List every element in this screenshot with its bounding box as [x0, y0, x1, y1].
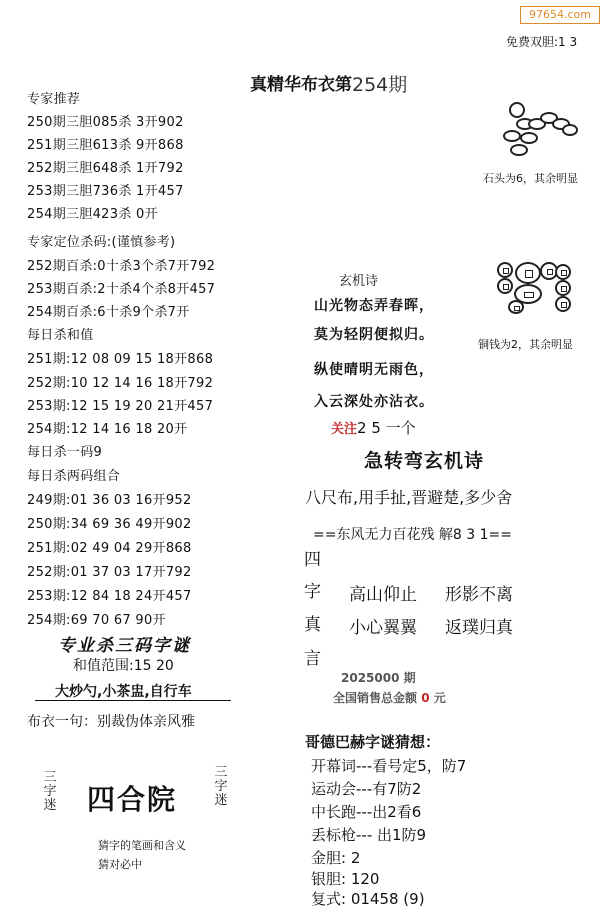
twist-title: 急转弯玄机诗	[364, 450, 485, 472]
riddle-tag-right: 三字迷	[214, 765, 228, 808]
poem-line: 莫为轻阴便拟归。	[314, 327, 434, 343]
list-item: 252期百杀:0十杀3个杀7开792	[27, 259, 216, 274]
goldbach-title: 哥德巴赫字谜猜想：	[305, 733, 441, 751]
stones-caption: 石头为6，其余明显	[483, 172, 578, 185]
list-item: 253期百杀:2十杀4个杀8开457	[27, 282, 216, 297]
riddle3-items: 大炒勺,小茶盅,自行车	[55, 684, 192, 700]
list-item: 丢标枪--- 出1防9	[311, 826, 427, 844]
poem-line: 山光物态弄春晖，	[314, 298, 434, 314]
list-item: 254期:69 70 67 90开	[27, 613, 166, 628]
list-item: 运动会---有7防2	[311, 780, 422, 798]
list-item: 开幕词---看号定5，防7	[311, 757, 467, 775]
list-item: 254期百杀:6十杀9个杀7开	[27, 305, 190, 320]
stone-icon	[509, 102, 525, 118]
daily-two-title: 每日杀两码组合	[27, 469, 121, 484]
list-item: 251期:12 08 09 15 18开868	[27, 352, 214, 367]
list-item: 250期三胆085杀 3开902	[27, 115, 184, 130]
list-item: 254期:12 14 16 18 20开	[27, 422, 188, 437]
list-item: 251期三胆613杀 9开868	[27, 138, 184, 153]
sales-amount: 0	[421, 691, 430, 705]
follow-label: 关注	[331, 422, 358, 437]
list-item: 250期:34 69 36 49开902	[27, 517, 192, 532]
sales-line	[333, 689, 446, 706]
coin-icon	[555, 296, 571, 312]
riddle-word: 四合院	[87, 783, 178, 816]
riddle3-range: 和值范围:15 20	[73, 658, 174, 674]
coin-icon	[555, 264, 571, 280]
riddle3-title: 专业杀三码字谜	[58, 636, 191, 656]
issue-number: 254期	[352, 74, 408, 96]
list-item: 复式: 01458 (9)	[311, 890, 425, 908]
list-item: 中长跑---出2看6	[311, 803, 422, 821]
daily-sum-title: 每日杀和值	[27, 328, 94, 343]
poem-title: 玄机诗	[339, 274, 379, 289]
twist-answer: ==东风无力百花残 解8 3 1==	[313, 527, 512, 543]
list-item: 252期:10 12 14 16 18开792	[27, 376, 214, 391]
divider	[35, 700, 231, 701]
coin-icon	[497, 278, 513, 294]
list-item: 252期:01 37 03 17开792	[27, 565, 192, 580]
list-item: 252期三胆648杀 1开792	[27, 161, 184, 176]
follow-line	[331, 417, 416, 438]
poem-line: 入云深处亦沾衣。	[314, 394, 434, 410]
list-item: 金胆: 2	[311, 849, 361, 867]
site-watermark: 97654.com	[520, 6, 600, 24]
coin-icon	[497, 262, 513, 278]
list-item: 251期:02 49 04 29开868	[27, 541, 192, 556]
list-item: 254期三胆423杀 0开	[27, 207, 158, 222]
side-char: 言	[304, 649, 321, 669]
follow-value: 2 5 一个	[357, 419, 416, 437]
stone-icon	[503, 130, 521, 142]
phrase: 返璞归真	[445, 618, 513, 638]
free-pick: 免费双胆:1 3	[506, 35, 578, 49]
daily-kill-one: 每日杀一码9	[27, 445, 103, 460]
phrase: 小心翼翼	[349, 618, 417, 638]
phrase: 形影不离	[445, 585, 513, 605]
stone-icon	[562, 124, 578, 136]
list-item: 253期:12 84 18 24开457	[27, 589, 192, 604]
stone-icon	[510, 144, 528, 156]
coin-icon	[508, 300, 524, 314]
sales-issue: 2025000 期	[341, 671, 416, 685]
list-item: 253期:12 15 19 20 21开457	[27, 399, 214, 414]
sales-unit: 元	[433, 691, 446, 705]
coin-icon	[515, 262, 541, 284]
expert-title: 专家推荐	[27, 92, 81, 107]
phrase: 高山仰止	[349, 585, 417, 605]
side-char: 字	[304, 582, 321, 602]
riddle-tag-left: 三字迷	[43, 770, 57, 813]
coins-caption: 铜钱为2，其余明显	[478, 338, 573, 351]
buyi-line: 布衣一句：别裁伪体亲风雅	[27, 714, 195, 730]
riddle-hint: 猜字的笔画和含义	[98, 839, 186, 852]
poem-line: 纵使晴明无雨色，	[314, 362, 434, 378]
sales-label: 全国销售总金额	[333, 691, 418, 705]
position-kill-title: 专家定位杀码:(谨慎参考)	[27, 235, 176, 250]
list-item: 银胆: 120	[311, 870, 380, 888]
side-char: 真	[304, 615, 321, 635]
stone-icon	[520, 132, 538, 144]
coin-icon	[555, 280, 571, 296]
twist-line: 八尺布,用手扯,晋避楚,多少舍	[305, 488, 513, 507]
list-item: 253期三胆736杀 1开457	[27, 184, 184, 199]
side-char: 四	[304, 550, 321, 570]
page-title: 真精华布衣第	[250, 75, 352, 95]
riddle-hint: 猜对必中	[98, 858, 142, 871]
list-item: 249期:01 36 03 16开952	[27, 493, 192, 508]
